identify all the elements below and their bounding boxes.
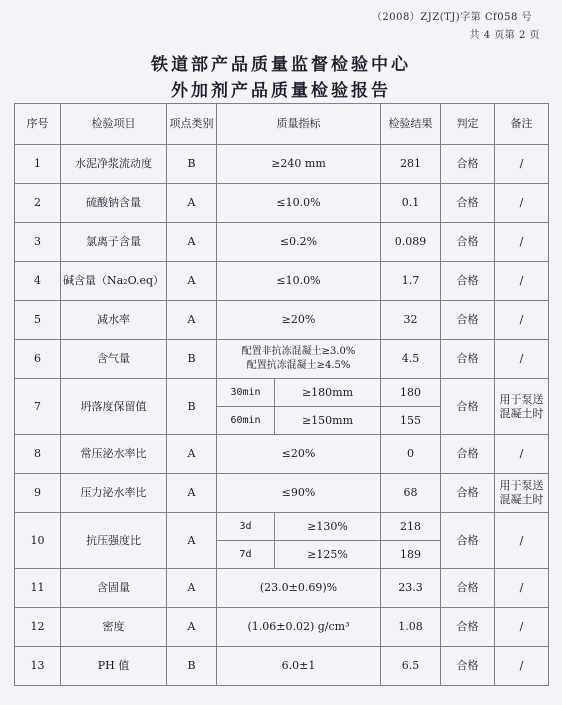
organization-title: 铁道部产品质量监督检验中心 [151,55,411,75]
row-judgement: 合格 [441,379,495,435]
table-row [15,262,549,301]
row-category: A [167,223,217,262]
row-indicator: ≤0.2% [217,223,381,262]
row-remarks: / [495,223,549,262]
sub-label: 7d [217,541,275,569]
row-no: 1 [15,145,61,184]
table-row [15,608,549,647]
row-remarks: / [495,340,549,379]
table-row [15,474,549,513]
row-category: A [167,262,217,301]
row-item: 水泥净浆流动度 [61,145,167,184]
row-item: 含气量 [61,340,167,379]
header-category: 项点类别 [167,104,217,145]
sub-label: 30min [217,379,275,407]
row-item: 密度 [61,608,167,647]
table-header-row [15,104,549,145]
row-result: 0.1 [381,184,441,223]
header-indicator: 质量指标 [217,104,381,145]
row-no: 11 [15,569,61,608]
row-category: A [167,184,217,223]
row-indicator: ≥20% [217,301,381,340]
row-remarks: / [495,569,549,608]
table-row [15,340,549,379]
row-judgement: 合格 [441,647,495,686]
sub-result: 180 [381,379,441,407]
row-no: 8 [15,435,61,474]
indicator-line: 配置非抗冻混凝土≥3.0% [241,346,356,357]
row-category: A [167,513,217,569]
row-no: 3 [15,223,61,262]
row-indicator: ≤10.0% [217,262,381,301]
row-indicator: ≤10.0% [217,184,381,223]
row-item: 压力泌水率比 [61,474,167,513]
header-judgement: 判定 [441,104,495,145]
table-row [15,301,549,340]
row-item: 坍落度保留值 [61,379,167,435]
row-result: 0.089 [381,223,441,262]
row-remarks: / [495,435,549,474]
row-item: 碱含量（Na₂O.eq） [61,262,167,301]
sub-indicator: ≥180mm [275,379,381,407]
row-item: 抗压强度比 [61,513,167,569]
table-row [15,379,549,407]
row-judgement: 合格 [441,184,495,223]
row-category: A [167,435,217,474]
row-judgement: 合格 [441,569,495,608]
header-item: 检验项目 [61,104,167,145]
row-result: 23.3 [381,569,441,608]
sub-result: 155 [381,407,441,435]
row-category: A [167,301,217,340]
header-remarks: 备注 [495,104,549,145]
row-result: 281 [381,145,441,184]
sub-result: 189 [381,541,441,569]
row-result: 1.08 [381,608,441,647]
row-judgement: 合格 [441,513,495,569]
report-title: 外加剂产品质量检验报告 [171,81,391,101]
row-judgement: 合格 [441,262,495,301]
header-no: 序号 [15,104,61,145]
report-reference-number: （2008）ZJZ(TJ)字第 Cf058 号 [371,12,532,23]
row-category: B [167,340,217,379]
row-indicator: 6.0±1 [217,647,381,686]
row-judgement: 合格 [441,435,495,474]
row-remarks: 用于泵送混凝土时 [495,474,549,513]
row-remarks: / [495,184,549,223]
indicator-line: 配置抗冻混凝土≥4.5% [246,360,351,371]
row-category: B [167,145,217,184]
row-no: 12 [15,608,61,647]
table-row [15,145,549,184]
row-no: 6 [15,340,61,379]
row-remarks: / [495,145,549,184]
row-item: 含固量 [61,569,167,608]
row-no: 9 [15,474,61,513]
row-result: 68 [381,474,441,513]
row-no: 10 [15,513,61,569]
row-indicator: ≥240 mm [217,145,381,184]
row-item: 常压泌水率比 [61,435,167,474]
row-judgement: 合格 [441,301,495,340]
row-category: A [167,569,217,608]
table-row [15,184,549,223]
sub-result: 218 [381,513,441,541]
row-remarks: / [495,608,549,647]
sub-indicator: ≥130% [275,513,381,541]
row-category: B [167,379,217,435]
row-no: 2 [15,184,61,223]
row-remarks: / [495,647,549,686]
row-result: 32 [381,301,441,340]
row-category: A [167,474,217,513]
sub-indicator: ≥125% [275,541,381,569]
table-row [15,513,549,541]
sub-label: 3d [217,513,275,541]
table-row [15,223,549,262]
row-judgement: 合格 [441,223,495,262]
row-indicator: ≤90% [217,474,381,513]
row-no: 7 [15,379,61,435]
row-indicator: (1.06±0.02) g/cm³ [217,608,381,647]
row-no: 4 [15,262,61,301]
row-no: 13 [15,647,61,686]
row-judgement: 合格 [441,145,495,184]
row-result: 4.5 [381,340,441,379]
row-remarks: / [495,301,549,340]
sub-label: 60min [217,407,275,435]
row-result: 6.5 [381,647,441,686]
row-remarks: / [495,513,549,569]
row-category: B [167,647,217,686]
table-row [15,435,549,474]
row-remarks: / [495,262,549,301]
row-judgement: 合格 [441,474,495,513]
row-category: A [167,608,217,647]
row-item: 氯离子含量 [61,223,167,262]
sub-indicator: ≥150mm [275,407,381,435]
row-item: 硫酸钠含量 [61,184,167,223]
row-result: 1.7 [381,262,441,301]
row-item: PH 值 [61,647,167,686]
row-result: 0 [381,435,441,474]
row-judgement: 合格 [441,340,495,379]
row-remarks: 用于泵送混凝土时 [495,379,549,435]
row-judgement: 合格 [441,608,495,647]
page-count: 共 4 页第 2 页 [469,30,540,41]
row-indicator [217,340,381,379]
row-item: 减水率 [61,301,167,340]
header-result: 检验结果 [381,104,441,145]
row-indicator: ≤20% [217,435,381,474]
table-row [15,647,549,686]
inspection-table [14,103,549,686]
row-indicator: (23.0±0.69)% [217,569,381,608]
table-row [15,569,549,608]
row-no: 5 [15,301,61,340]
